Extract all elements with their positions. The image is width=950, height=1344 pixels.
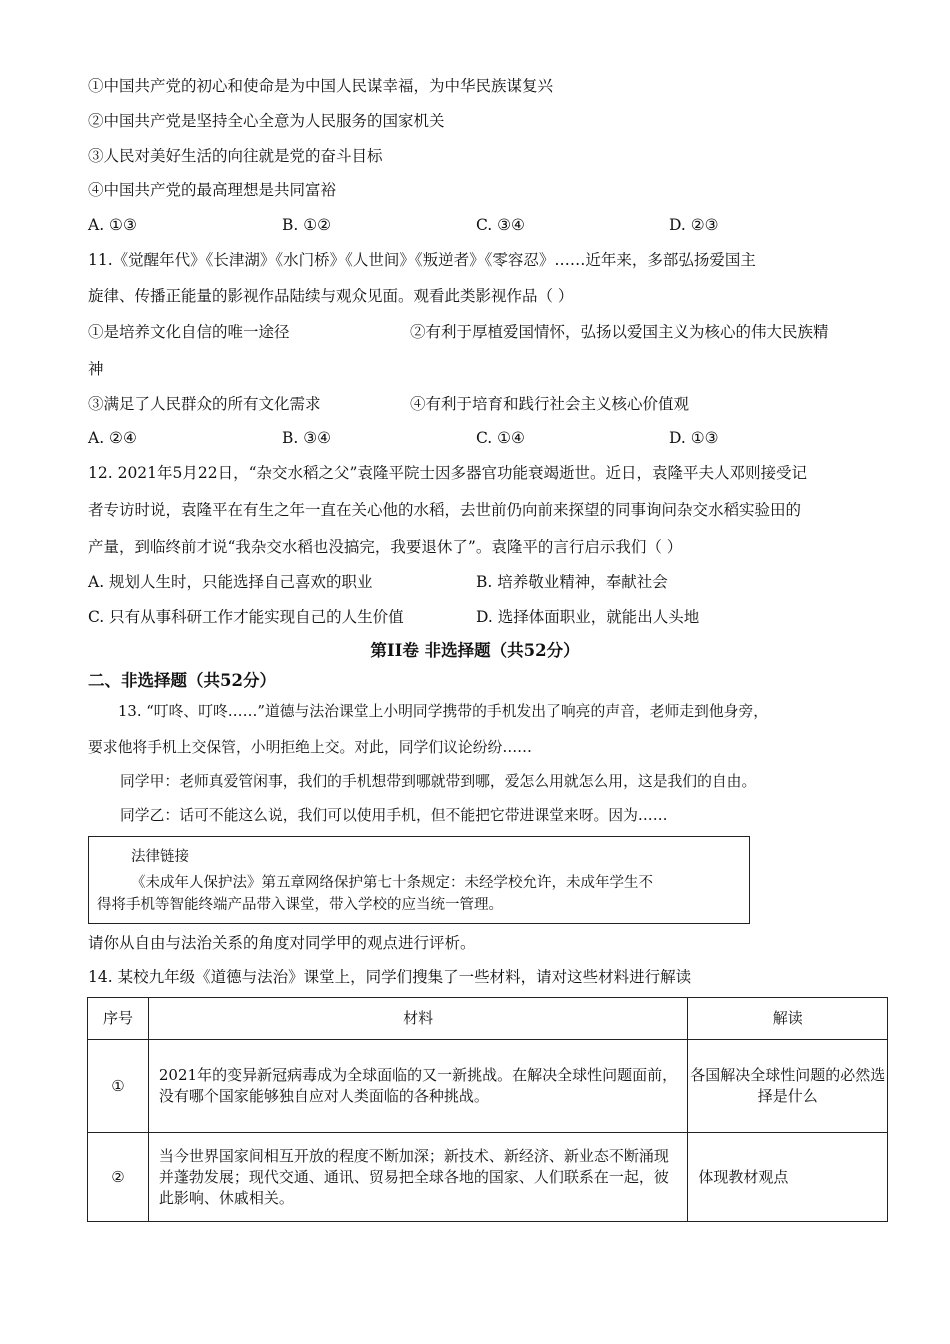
q11-option-d: D. ①③ (669, 429, 719, 447)
law-link-box (88, 836, 750, 924)
q12-option-a: A. 规划人生时，只能选择自己喜欢的职业 (88, 573, 373, 591)
q11-option-c: C. ①④ (476, 429, 525, 447)
row-reading: 体现教材观点 (688, 1133, 888, 1222)
q11-stem-line-1: 11.《觉醒年代》《长津湖》《水门桥》《人世间》《叛逆者》《零容忍》……近年来，多部弘扬爱国主 (88, 251, 756, 269)
q12-stem-line-1: 12. 2021年5月22日，“杂交水稻之父”袁隆平院士因多器官功能衰竭逝世。近日，袁隆平夫人邓则接受记 (88, 464, 807, 482)
q10-statement-1: ①中国共产党的初心和使命是为中国人民谋幸福，为中华民族谋复兴 (88, 77, 554, 95)
q11-statement-2-cont: 神 (88, 360, 104, 378)
row-number: ① (88, 1040, 149, 1133)
row-reading: 各国解决全球性问题的必然选择是什么 (688, 1040, 888, 1133)
table-header-row (88, 998, 888, 1040)
q11-stem-line-2: 旋律、传播正能量的影视作品陆续与观众见面。观看此类影视作品（ ） (88, 287, 574, 305)
q10-option-a: A. ①③ (88, 216, 137, 234)
q14-stem: 14. 某校九年级《道德与法治》课堂上，同学们搜集了一些材料，请对这些材料进行解读 (88, 968, 692, 986)
q13-question: 请你从自由与法治关系的角度对同学甲的观点进行评析。 (88, 934, 476, 952)
law-link-title: 法律链接 (131, 849, 189, 865)
header-reading: 解读 (688, 998, 888, 1040)
q11-statement-3: ③满足了人民群众的所有文化需求 (88, 395, 321, 413)
header-number: 序号 (88, 998, 149, 1040)
q11-statement-1: ①是培养文化自信的唯一途径 (88, 323, 290, 341)
row-material: 当今世界国家间相互开放的程度不断加深；新技术、新经济、新业态不断涌现并蓬勃发展；现代交通、通讯、贸易把全球各地的国家、人们联系在一起，彼此影响、休戚相关。 (148, 1133, 688, 1222)
q10-option-c: C. ③④ (476, 216, 525, 234)
q10-statement-4: ④中国共产党的最高理想是共同富裕 (88, 181, 337, 199)
q11-option-a: A. ②④ (88, 429, 137, 447)
table-row (88, 1040, 888, 1133)
q12-option-d: D. 选择体面职业，就能出人头地 (476, 608, 700, 626)
q11-statement-4: ④有利于培育和践行社会主义核心价值观 (410, 395, 690, 413)
part-2-title: 第II卷 非选择题（共52分） (370, 641, 580, 660)
q13-student-b: 同学乙：话可不能这么说，我们可以使用手机，但不能把它带进课堂来呀。因为…… (120, 807, 668, 824)
q11-option-b: B. ③④ (282, 429, 332, 447)
q10-statement-3: ③人民对美好生活的向往就是党的奋斗目标 (88, 147, 383, 165)
table-row (88, 1133, 888, 1222)
law-link-text-2: 得将手机等智能终端产品带入课堂，带入学校的应当统一管理。 (97, 897, 503, 913)
q10-statement-2: ②中国共产党是坚持全心全意为人民服务的国家机关 (88, 112, 445, 130)
header-material: 材料 (148, 998, 688, 1040)
q12-stem-line-2: 者专访时说，袁隆平在有生之年一直在关心他的水稻，去世前仍向前来探望的同事询问杂交水稻实验田的 (88, 501, 802, 519)
q13-line-1: 13. “叮咚、叮咚……”道德与法治课堂上小明同学携带的手机发出了响亮的声音，老师走到他身旁， (118, 703, 769, 720)
law-link-text-1: 《未成年人保护法》第五章网络保护第七十条规定：未经学校允许，未成年学生不 (131, 875, 653, 891)
q10-option-b: B. ①② (282, 216, 332, 234)
row-number: ② (88, 1133, 149, 1222)
q12-option-c: C. 只有从事科研工作才能实现自己的人生价值 (88, 608, 404, 626)
q10-option-d: D. ②③ (669, 216, 719, 234)
q11-statement-2: ②有利于厚植爱国情怀，弘扬以爱国主义为核心的伟大民族精 (410, 323, 829, 341)
q13-student-a: 同学甲：老师真爱管闲事，我们的手机想带到哪就带到哪，爱怎么用就怎么用，这是我们的自由。 (120, 773, 757, 790)
material-table (87, 997, 888, 1222)
q12-option-b: B. 培养敬业精神，奉献社会 (476, 573, 668, 591)
section-2-title: 二、非选择题（共52分） (88, 671, 276, 690)
q13-line-2: 要求他将手机上交保管，小明拒绝上交。对此，同学们议论纷纷…… (88, 739, 532, 756)
row-material: 2021年的变异新冠病毒成为全球面临的又一新挑战。在解决全球性问题面前，没有哪个国家能够独自应对人类面临的各种挑战。 (148, 1040, 688, 1133)
q12-stem-line-3: 产量，到临终前才说“我杂交水稻也没搞完，我要退休了”。袁隆平的言行启示我们（ ） (88, 538, 683, 556)
